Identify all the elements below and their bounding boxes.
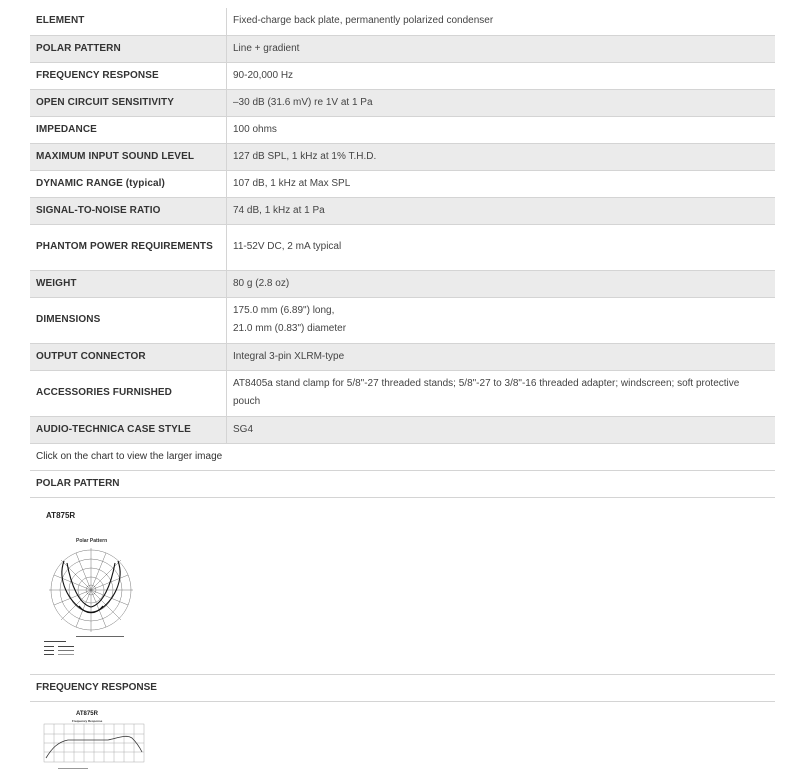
spec-row-output-connector — [30, 343, 775, 370]
spec-value: Integral 3-pin XLRM-type — [227, 343, 776, 370]
spec-row-polar-pattern — [30, 35, 775, 62]
spec-value: 80 g (2.8 oz) — [227, 270, 776, 297]
spec-label: OPEN CIRCUIT SENSITIVITY — [30, 89, 227, 116]
spec-value: 74 dB, 1 kHz at 1 Pa — [227, 197, 776, 224]
spec-label: ELEMENT — [36, 15, 85, 27]
spec-row-dimensions — [30, 297, 775, 343]
spec-label: PHANTOM POWER REQUIREMENTS — [30, 224, 227, 270]
frequency-response-chart-link[interactable] — [30, 701, 775, 774]
spec-row-weight — [30, 270, 775, 297]
frequency-chart-model: AT875R — [76, 711, 98, 717]
frequency-chart-title: Frequency Response — [72, 719, 103, 723]
dimension-line: 21.0 mm (0.83") diameter — [233, 323, 347, 334]
spec-row-case-style — [30, 416, 775, 443]
spec-row-dynamic-range — [30, 170, 775, 197]
polar-pattern-chart-link[interactable] — [30, 497, 775, 674]
spec-label: DIMENSIONS — [30, 297, 227, 343]
polar-chart-model: AT875R — [46, 511, 76, 520]
spec-label: IMPEDANCE — [30, 116, 227, 143]
spec-row-phantom-power — [30, 224, 775, 270]
spec-value — [227, 297, 776, 343]
polar-pattern-thumbnail — [36, 518, 146, 668]
spec-label: AUDIO-TECHNICA CASE STYLE — [30, 416, 227, 443]
frequency-response-heading: FREQUENCY RESPONSE — [30, 674, 775, 701]
spec-label: OUTPUT CONNECTOR — [30, 343, 227, 370]
spec-row-frequency-response — [30, 62, 775, 89]
chart-note: Click on the chart to view the larger image — [30, 443, 775, 470]
spec-row-impedance — [30, 116, 775, 143]
spec-table — [30, 8, 775, 443]
spec-value: 127 dB SPL, 1 kHz at 1% T.H.D. — [227, 143, 776, 170]
spec-row-element — [30, 8, 775, 35]
spec-label: FREQUENCY RESPONSE — [30, 62, 227, 89]
spec-value: 90-20,000 Hz — [227, 62, 776, 89]
dimension-line: 175.0 mm (6.89") long, — [233, 305, 335, 316]
polar-pattern-heading: POLAR PATTERN — [30, 470, 775, 497]
spec-label: ACCESSORIES FURNISHED — [30, 370, 227, 416]
spec-row-accessories — [30, 370, 775, 416]
spec-value: Fixed-charge back plate, permanently polarized condenser — [227, 8, 776, 35]
spec-row-sensitivity — [30, 89, 775, 116]
spec-row-max-input — [30, 143, 775, 170]
spec-label: SIGNAL-TO-NOISE RATIO — [30, 197, 227, 224]
spec-value: 100 ohms — [227, 116, 776, 143]
polar-chart-title: Polar Pattern — [76, 538, 108, 544]
frequency-response-thumbnail — [38, 722, 158, 774]
spec-label: WEIGHT — [30, 270, 227, 297]
spec-value: Line + gradient — [227, 35, 776, 62]
spec-value: –30 dB (31.6 mV) re 1V at 1 Pa — [227, 89, 776, 116]
spec-label: MAXIMUM INPUT SOUND LEVEL — [30, 143, 227, 170]
spec-value: SG4 — [227, 416, 776, 443]
spec-label: DYNAMIC RANGE (typical) — [30, 170, 227, 197]
spec-label: POLAR PATTERN — [30, 35, 227, 62]
spec-row-snr — [30, 197, 775, 224]
spec-value: 11-52V DC, 2 mA typical — [227, 224, 776, 270]
spec-sheet — [30, 8, 775, 774]
spec-value: 107 dB, 1 kHz at Max SPL — [227, 170, 776, 197]
spec-value: AT8405a stand clamp for 5/8"-27 threaded stands; 5/8"-27 to 3/8"-16 threaded adapter; windscreen; soft protective pouch — [227, 370, 776, 416]
